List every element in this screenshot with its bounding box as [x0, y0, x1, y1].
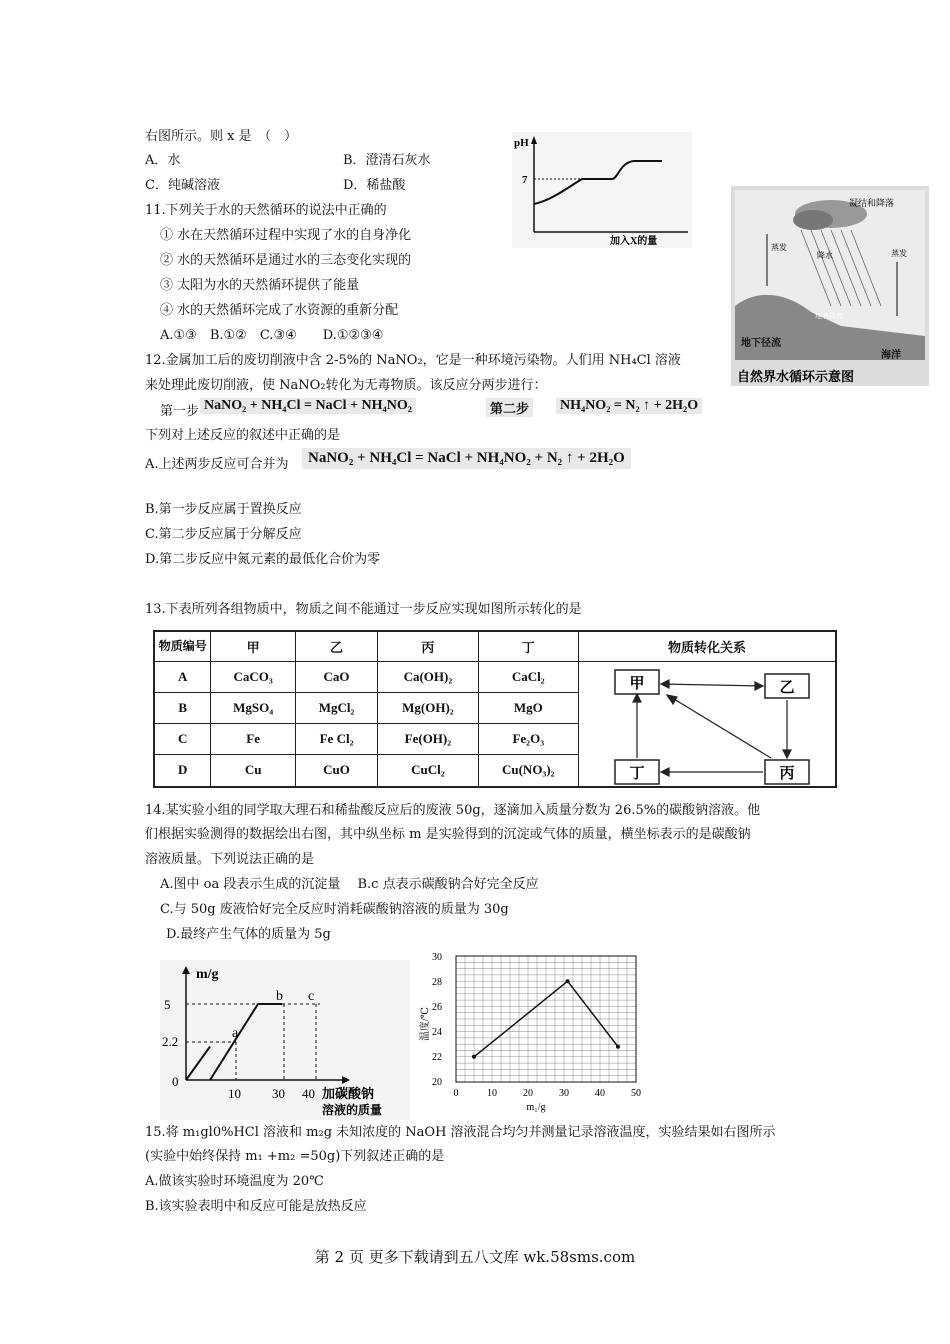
- q14-line1: 14.某实验小组的同学取大理石和稀盐酸反应后的废液 50g，逐滴加入质量分数为 26.5%的碳酸钠溶液。他: [145, 803, 761, 818]
- header-ding: 丁: [478, 631, 578, 661]
- row-b-jia: MgSO₄: [211, 692, 295, 723]
- temp-xtick-10: 10: [487, 1088, 497, 1099]
- mass-x-label-1: 加碳酸钠: [322, 1086, 375, 1101]
- arrow-jia-yi: [661, 684, 763, 686]
- label-rain: 降水: [817, 251, 833, 260]
- mass-ytick-2-2: 2.2: [162, 1034, 179, 1049]
- mass-xtick-30: 30: [272, 1086, 285, 1101]
- temperature-chart: [418, 948, 644, 1116]
- temp-data-point: [472, 1055, 476, 1059]
- q10-option-a: A．水: [145, 153, 181, 168]
- temp-ytick-22: 22: [432, 1052, 442, 1063]
- q14-line2: 们根据实验测得的数据绘出右图，其中纵坐标 m 是实验得到的沉淀或气体的质量，横坐标表示的是碳酸钠: [145, 827, 751, 842]
- temp-data-point: [566, 979, 570, 983]
- relation-diagram: [579, 662, 833, 786]
- q11-options: A.①③ B.①② C.③④ D.①②③④: [160, 328, 384, 343]
- q11-item-3: ③ 太阳为水的天然循环提供了能量: [160, 278, 360, 293]
- q10-option-d: D．稀盐酸: [343, 178, 406, 193]
- mass-x-label-2: 溶液的质量: [322, 1103, 383, 1117]
- box-jia-label: 甲: [629, 675, 645, 692]
- q14-option-c: C.与 50g 废液恰好完全反应时消耗碳酸钠溶液的质量为 30g: [160, 902, 509, 917]
- mass-ytick-5: 5: [164, 997, 171, 1012]
- water-cycle-figure: [731, 186, 929, 386]
- relation-diagram-cell: [578, 661, 836, 787]
- table-header-row: [154, 631, 836, 661]
- row-a-yi: CaO: [295, 661, 377, 692]
- box-yi-label: 乙: [779, 679, 795, 696]
- label-evap-left: 蒸发: [771, 243, 787, 252]
- temp-xtick-40: 40: [595, 1088, 605, 1099]
- temp-y-label: 温度/℃: [420, 1007, 431, 1041]
- row-b-ding: MgO: [478, 692, 578, 723]
- header-bing: 丙: [378, 631, 478, 661]
- q12-option-a-label: A.上述两步反应可合并为: [145, 457, 289, 472]
- header-yi: 乙: [295, 631, 377, 661]
- temp-ytick-26: 26: [432, 1002, 442, 1013]
- q12-option-a-equation: NaNO₂ + NH₄Cl = NaCl + NH₄NO₂ + N₂ ↑ + 2H₂O: [302, 448, 631, 469]
- q11-stem: 11.下列关于水的天然循环的说法中正确的: [145, 203, 387, 218]
- temp-x-label: m₁/g: [526, 1102, 546, 1113]
- table-row: [154, 661, 836, 692]
- ph-chart: [512, 132, 692, 248]
- q10-option-c: C．纯碱溶液: [145, 178, 220, 193]
- temp-ytick-30: 30: [432, 952, 442, 963]
- temp-ytick-20: 20: [432, 1077, 442, 1088]
- q10-stem: 右图所示。则 x 是 （ ）: [145, 129, 298, 144]
- temp-xtick-20: 20: [523, 1088, 533, 1099]
- temp-xtick-50: 50: [631, 1088, 641, 1099]
- row-a-ding: CaCl₂: [478, 661, 578, 692]
- q12-step2-label: 第二步: [486, 398, 533, 417]
- mass-ytick-0: 0: [172, 1074, 179, 1089]
- q11-item-2: ② 水的天然循环是通过水的三态变化实现的: [160, 253, 412, 268]
- header-jia: 甲: [211, 631, 295, 661]
- q12-line1: 12.金属加工后的废切削液中含 2-5%的 NaNO₂，它是一种环境污染物。人们用 NH₄Cl 溶液: [145, 353, 681, 368]
- mass-chart: [160, 960, 410, 1120]
- row-a-jia: CaCO₃: [211, 661, 295, 692]
- row-c-jia: Fe: [211, 723, 295, 754]
- q12-line2: 来处理此废切削液，使 NaNO₂转化为无毒物质。该反应分两步进行：: [145, 378, 547, 393]
- box-bing-label: 丙: [779, 765, 795, 782]
- q10-option-b: B．澄清石灰水: [343, 153, 431, 168]
- q11-item-1: ① 水在天然循环过程中实现了水的自身净化: [160, 228, 412, 243]
- label-groundwater: 地下径流: [741, 338, 781, 349]
- row-d-code: D: [154, 754, 211, 786]
- row-a-code: A: [154, 661, 211, 692]
- label-evap-right: 蒸发: [891, 249, 907, 258]
- q15-line2: (实验中始终保持 m₁ +m₂ =50g)下列叙述正确的是: [145, 1149, 445, 1164]
- q12-option-d: D.第二步反应中氮元素的最低化合价为零: [145, 552, 381, 567]
- row-b-yi: MgCl₂: [295, 692, 377, 723]
- point-label-b: b: [276, 989, 283, 1004]
- point-label-c: c: [308, 989, 315, 1004]
- q12-step1-label: 第一步: [160, 404, 200, 419]
- box-ding-label: 丁: [629, 765, 645, 782]
- q11-item-4: ④ 水的天然循环完成了水资源的重新分配: [160, 303, 399, 318]
- q14-line3: 溶液质量。下列说法正确的是: [145, 852, 315, 867]
- arrow-bing-jia: [669, 696, 771, 758]
- header-code: 物质编号: [154, 631, 211, 661]
- row-d-yi: CuO: [295, 754, 377, 786]
- temp-xtick-30: 30: [559, 1088, 569, 1099]
- temp-data-point: [616, 1045, 620, 1049]
- row-b-bing: Mg(OH)₂: [378, 692, 478, 723]
- q15-option-b: B.该实验表明中和反应可能是放热反应: [145, 1199, 367, 1214]
- page-footer: 第 2 页 更多下载请到五八文库 wk.58sms.com: [314, 1248, 636, 1266]
- row-c-yi: Fe Cl₂: [295, 723, 377, 754]
- mass-xtick-40: 40: [302, 1086, 315, 1101]
- q12-option-b: B.第一步反应属于置换反应: [145, 502, 302, 517]
- ph-y-label: pH: [514, 137, 529, 149]
- row-d-ding: Cu(NO₃)₂: [478, 754, 578, 786]
- row-d-jia: Cu: [211, 754, 295, 786]
- label-condense: 凝结和降落: [849, 198, 895, 208]
- point-label-a: a: [232, 1026, 239, 1041]
- q13-table: [153, 630, 837, 788]
- mass-xtick-10: 10: [228, 1086, 241, 1101]
- q14-option-d: D.最终产生气体的质量为 5g: [166, 927, 331, 942]
- water-cycle-caption: 自然界水循环示意图: [737, 369, 855, 384]
- temp-ytick-28: 28: [432, 977, 442, 988]
- temp-grid: [456, 956, 636, 1082]
- ph-ytick-7: 7: [522, 174, 528, 186]
- ph-x-label: 加入X的量: [610, 236, 658, 247]
- q12-step1-equation: NaNO₂ + NH₄Cl = NaCl + NH₄NO₂: [200, 398, 416, 414]
- q12-question: 下列对上述反应的叙述中正确的是: [145, 428, 341, 443]
- q14-options-ab: A.图中 oa 段表示生成的沉淀量 B.c 点表示碳酸钠合好完全反应: [160, 877, 539, 892]
- row-c-ding: Fe₂O₃: [478, 723, 578, 754]
- temp-ytick-24: 24: [432, 1027, 442, 1038]
- row-b-code: B: [154, 692, 211, 723]
- label-surface-runoff: 地表径流: [815, 312, 843, 320]
- row-d-bing: CuCl₂: [378, 754, 478, 786]
- row-c-bing: Fe(OH)₂: [378, 723, 478, 754]
- row-c-code: C: [154, 723, 211, 754]
- row-a-bing: Ca(OH)₂: [378, 661, 478, 692]
- q12-option-c: C.第二步反应属于分解反应: [145, 527, 302, 542]
- label-ocean: 海洋: [881, 350, 901, 361]
- q12-step2-equation: NH₄NO₂ = N₂ ↑ + 2H₂O: [556, 398, 702, 414]
- q15-option-a: A.做该实验时环境温度为 20℃: [145, 1174, 324, 1189]
- q15-line1: 15.将 m₁gl0%HCl 溶液和 m₂g 未知浓度的 NaOH 溶液混合均匀并测量记录溶液温度，实验结果如右图所示: [145, 1125, 776, 1140]
- header-relation: 物质转化关系: [578, 631, 836, 661]
- q13-stem: 13.下表所列各组物质中，物质之间不能通过一步反应实现如图所示转化的是: [145, 602, 582, 617]
- temp-xtick-0: 0: [453, 1088, 459, 1099]
- mass-y-label: m/g: [196, 967, 219, 982]
